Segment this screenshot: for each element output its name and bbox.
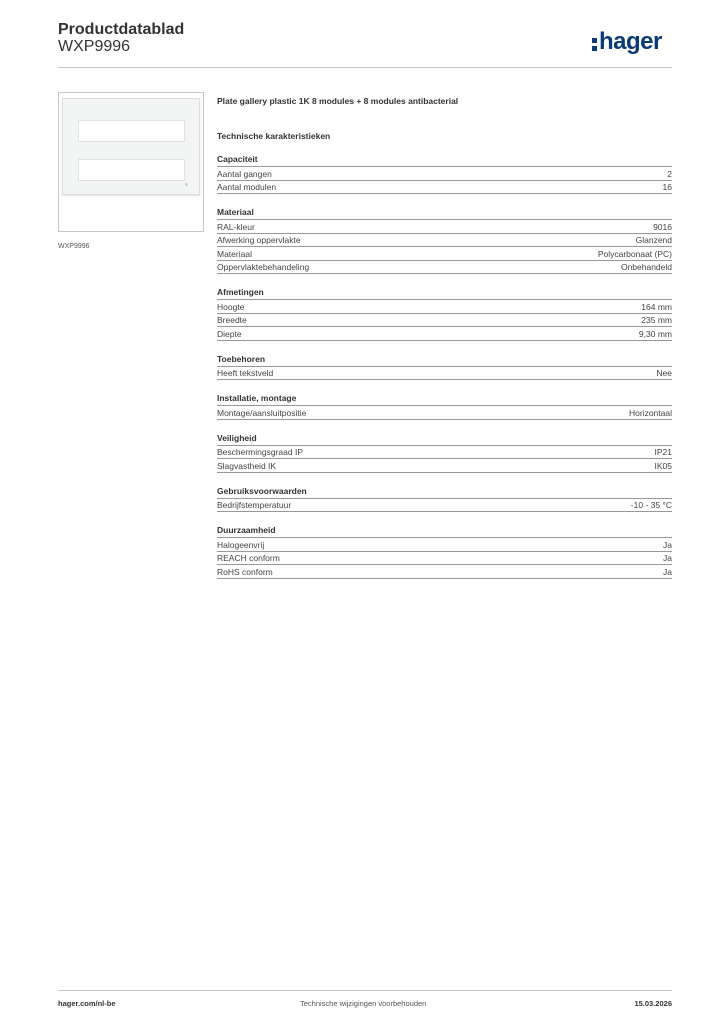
- spec-row: [217, 538, 672, 552]
- spec-section: [217, 393, 672, 420]
- product-description: Plate gallery plastic 1K 8 modules + 8 modules antibacterial: [217, 96, 459, 106]
- spec-row: [217, 181, 672, 195]
- spec-row: [217, 327, 672, 341]
- logo-wordmark: hager: [599, 28, 662, 55]
- spec-value: Ja: [663, 553, 672, 563]
- footer-date: 15.03.2026: [634, 999, 672, 1008]
- spec-label: Bedrijfstemperatuur: [217, 500, 292, 510]
- section-title: Installatie, montage: [217, 393, 672, 406]
- spec-label: Breedte: [217, 315, 247, 325]
- module-window-top: [78, 120, 185, 142]
- spec-section: [217, 207, 672, 274]
- spec-value: IK05: [654, 460, 672, 471]
- spec-value: Glanzend: [635, 235, 672, 245]
- spec-section: [217, 525, 672, 579]
- spec-label: Slagvastheid IK: [217, 460, 277, 471]
- spec-label: Aantal gangen: [217, 168, 272, 179]
- spec-content: [217, 96, 672, 579]
- section-title: Duurzaamheid: [217, 525, 672, 538]
- spec-label: Hoogte: [217, 301, 245, 312]
- spec-value: Horizontaal: [629, 407, 672, 418]
- hager-logo: [592, 27, 662, 57]
- spec-value: 9,30 mm: [638, 328, 672, 339]
- section-title: Veiligheid: [217, 433, 672, 446]
- spec-label: Beschermingsgraad IP: [217, 447, 303, 457]
- spec-label: Montage/aansluitpositie: [217, 407, 307, 418]
- header-divider: [58, 67, 672, 68]
- spec-row: [217, 565, 672, 579]
- spec-label: Materiaal: [217, 248, 252, 259]
- logo-colon-icon: [592, 38, 597, 51]
- section-title: Materiaal: [217, 207, 672, 220]
- spec-label: RAL-kleur: [217, 221, 255, 232]
- spec-label: Heeft tekstveld: [217, 368, 274, 378]
- spec-row: [217, 367, 672, 381]
- section-title: Afmetingen: [217, 287, 672, 300]
- spec-row: [217, 247, 672, 261]
- spec-label: Diepte: [217, 328, 242, 339]
- spec-section: [217, 287, 672, 341]
- spec-row: [217, 552, 672, 566]
- spec-section: [217, 154, 672, 194]
- spec-row: [217, 459, 672, 473]
- document-title: Productdatablad: [58, 21, 185, 38]
- product-reference: WXP9996: [58, 38, 131, 55]
- spec-value: -10 - 35 °C: [630, 500, 672, 510]
- section-title: Toebehoren: [217, 354, 672, 367]
- spec-sections: [217, 154, 672, 579]
- spec-section: [217, 433, 672, 473]
- spec-value: Ja: [663, 539, 672, 550]
- footer-website: hager.com/nl-be: [58, 999, 116, 1008]
- spec-label: Halogeenvrij: [217, 539, 265, 550]
- spec-value: 164 mm: [641, 301, 672, 312]
- cover-plate-illustration: [62, 98, 200, 195]
- spec-label: Oppervlaktebehandeling: [217, 262, 310, 272]
- module-window-bottom: [78, 159, 185, 181]
- spec-row: [217, 446, 672, 460]
- technical-heading: Technische karakteristieken: [217, 131, 331, 141]
- spec-row: [217, 300, 672, 314]
- spec-value: Polycarbonaat (PC): [597, 248, 672, 259]
- spec-row: [217, 234, 672, 248]
- section-title: Gebruiksvoorwaarden: [217, 486, 672, 499]
- spec-value: Onbehandeld: [620, 262, 672, 272]
- spec-section: [217, 354, 672, 381]
- section-title: Capaciteit: [217, 154, 672, 167]
- indicator-dot: [185, 183, 188, 186]
- image-caption: WXP9996: [58, 243, 90, 250]
- footer-divider: [58, 990, 672, 991]
- spec-row: [217, 167, 672, 181]
- spec-label: Afwerking oppervlakte: [217, 235, 301, 245]
- spec-row: [217, 220, 672, 234]
- spec-value: IP21: [654, 447, 672, 457]
- footer-notice: Technische wijzigingen voorbehouden: [300, 999, 427, 1008]
- spec-label: REACH conform: [217, 553, 280, 563]
- spec-row: [217, 314, 672, 328]
- spec-section: [217, 486, 672, 513]
- spec-value: Nee: [656, 368, 672, 378]
- spec-label: RoHS conform: [217, 566, 273, 577]
- product-image: [58, 92, 204, 232]
- spec-row: [217, 261, 672, 275]
- spec-row: [217, 406, 672, 420]
- spec-label: Aantal modulen: [217, 182, 277, 192]
- spec-row: [217, 499, 672, 513]
- spec-value: Ja: [663, 566, 672, 577]
- spec-value: 9016: [653, 221, 672, 232]
- spec-value: 16: [662, 182, 672, 192]
- spec-value: 235 mm: [641, 315, 672, 325]
- spec-value: 2: [667, 168, 672, 179]
